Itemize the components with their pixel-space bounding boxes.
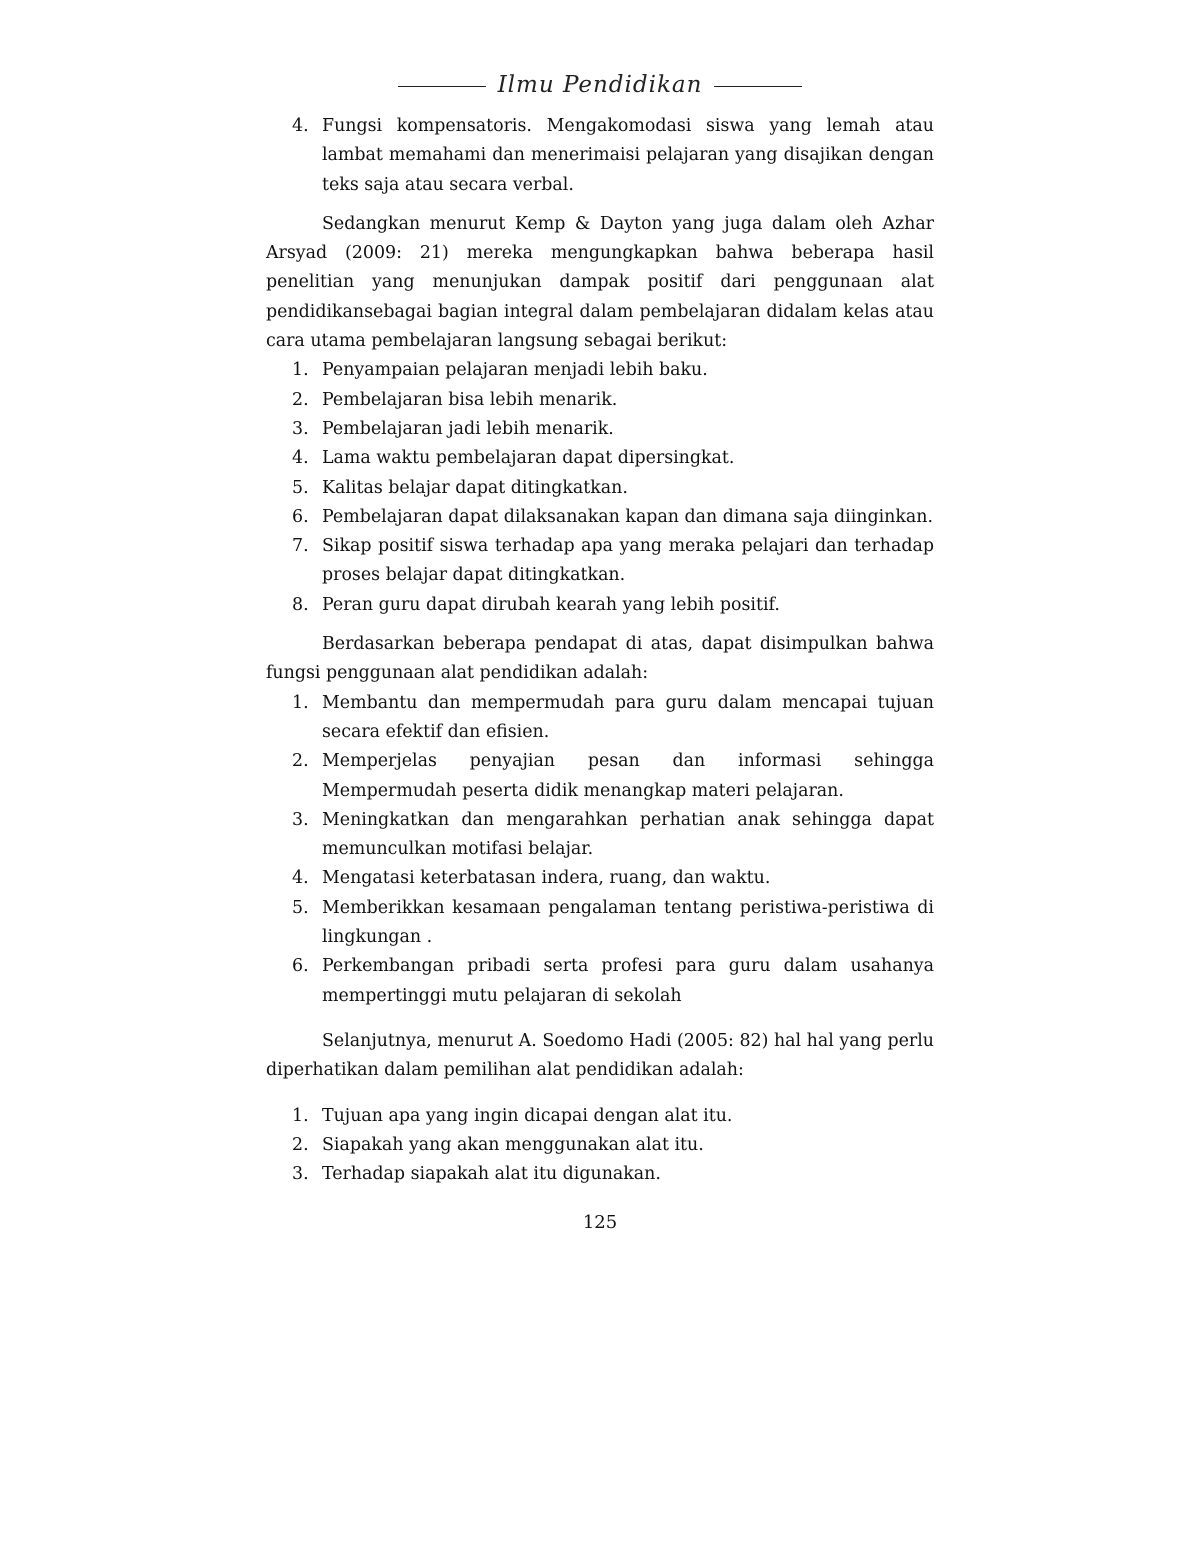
list-item: [266, 503, 934, 532]
list-item: [266, 415, 934, 444]
list-item-number: 1.: [292, 1105, 309, 1126]
list-item-number: 6.: [292, 506, 309, 527]
list-item: [266, 747, 934, 806]
list-item-text: Penyampaian pelajaran menjadi lebih baku.: [322, 360, 708, 381]
list-item: [266, 356, 934, 385]
list-item-number: 4.: [292, 448, 309, 469]
list-item-text: Membantu dan mempermudah para guru dalam mencapai tujuan secara efektif dan efisien.: [322, 692, 934, 742]
list-item-number: 1.: [292, 360, 309, 381]
continued-list: [266, 112, 934, 200]
list-item-text: Meningkatkan dan mengarahkan perhatian anak sehingga dapat memunculkan motifasi belajar.: [322, 809, 934, 860]
list-item: [266, 474, 934, 503]
list-item: [266, 591, 934, 620]
list-item-text: Tujuan apa yang ingin dicapai dengan alat itu.: [322, 1105, 733, 1126]
list-item-text: Pembelajaran bisa lebih menarik.: [322, 389, 618, 410]
list-item-text: Kalitas belajar dapat ditingkatkan.: [322, 477, 628, 498]
list-item: [266, 1160, 934, 1189]
list-item-number: 2.: [292, 751, 309, 772]
list-item: [266, 864, 934, 893]
list-item-number: 3.: [292, 1164, 309, 1185]
header-rule-right: [714, 86, 802, 87]
list-item-number: 5.: [292, 477, 309, 498]
list-item: [266, 386, 934, 415]
list-item-text: Memperjelas penyajian pesan dan informasi sehingga Mempermudah peserta didik menangkap materi pelajaran.: [322, 751, 934, 801]
list-item-number: 4.: [292, 868, 309, 889]
header-title: Ilmu Pendidikan: [497, 72, 703, 98]
list-item: [266, 1131, 934, 1160]
list-item-number: 7.: [292, 536, 309, 557]
list-item-text: Pembelajaran jadi lebih menarik.: [322, 418, 614, 439]
list-item: [266, 444, 934, 473]
list-item-text: Lama waktu pembelajaran dapat dipersingkat.: [322, 448, 735, 469]
list-item-number: 8.: [292, 594, 309, 615]
list-item-number: 2.: [292, 389, 309, 410]
list-item-text: Peran guru dapat dirubah kearah yang lebih positif.: [322, 594, 780, 615]
list-item-number: 3.: [292, 809, 309, 830]
list-item: [266, 952, 934, 1011]
page-number: 125: [582, 1212, 618, 1233]
list-item-text: Terhadap siapakah alat itu digunakan.: [322, 1164, 661, 1185]
list-item-text: Fungsi kompensatoris. Mengakomodasi siswa yang lemah atau lambat memahami dan menerimaisi pelajaran yang disajikan dengan teks saja atau secara verbal.: [322, 116, 934, 195]
list-functions: [266, 689, 934, 1011]
header-rule-left: [398, 86, 486, 87]
running-header: [0, 72, 1200, 98]
list-item: [266, 532, 934, 591]
list-item: [266, 112, 934, 200]
paragraph-kemp-dayton: Sedangkan menurut Kemp & Dayton yang juga dalam oleh Azhar Arsyad (2009: 21) mereka mengungkapkan bahwa beberapa hasil penelitian yang menunjukan dampak positif dari penggunaan alat pendidikansebagai bagian integral dalam pembelajaran didalam kelas atau cara utama pembelajaran langsung sebagai berikut:: [266, 213, 934, 352]
paragraph-conclusion: Berdasarkan beberapa pendapat di atas, dapat disimpulkan bahwa fungsi penggunaan alat pendidikan adalah:: [266, 634, 934, 684]
list-selection-criteria: [266, 1102, 934, 1190]
list-item-number: 3.: [292, 418, 309, 439]
list-item-text: Pembelajaran dapat dilaksanakan kapan dan dimana saja diinginkan.: [322, 506, 933, 527]
list-item-number: 1.: [292, 692, 309, 713]
list-item-text: Mengatasi keterbatasan indera, ruang, dan waktu.: [322, 868, 771, 889]
list-item-number: 4.: [292, 116, 309, 136]
list-item-number: 6.: [292, 956, 309, 977]
page-body: [266, 112, 934, 1189]
list-item: [266, 806, 934, 865]
list-item: [266, 1102, 934, 1131]
list-item-number: 2.: [292, 1134, 309, 1155]
list-item: [266, 689, 934, 748]
paragraph-soedomo-hadi: Selanjutnya, menurut A. Soedomo Hadi (2005: 82) hal hal yang perlu diperhatikan dalam pemilihan alat pendidikan adalah:: [266, 1030, 934, 1081]
list-item-text: Perkembangan pribadi serta profesi para guru dalam usahanya mempertinggi mutu pelajaran di sekolah: [322, 956, 934, 1006]
list-item-text: Siapakah yang akan menggunakan alat itu.: [322, 1134, 704, 1155]
list-research-results: [266, 356, 934, 620]
list-item-text: Sikap positif siswa terhadap apa yang meraka pelajari dan terhadap proses belajar dapat ditingkatkan.: [322, 536, 934, 586]
list-item-text: Memberikkan kesamaan pengalaman tentang peristiwa-peristiwa di lingkungan .: [322, 897, 934, 948]
list-item: [266, 894, 934, 953]
list-item-number: 5.: [292, 897, 309, 918]
